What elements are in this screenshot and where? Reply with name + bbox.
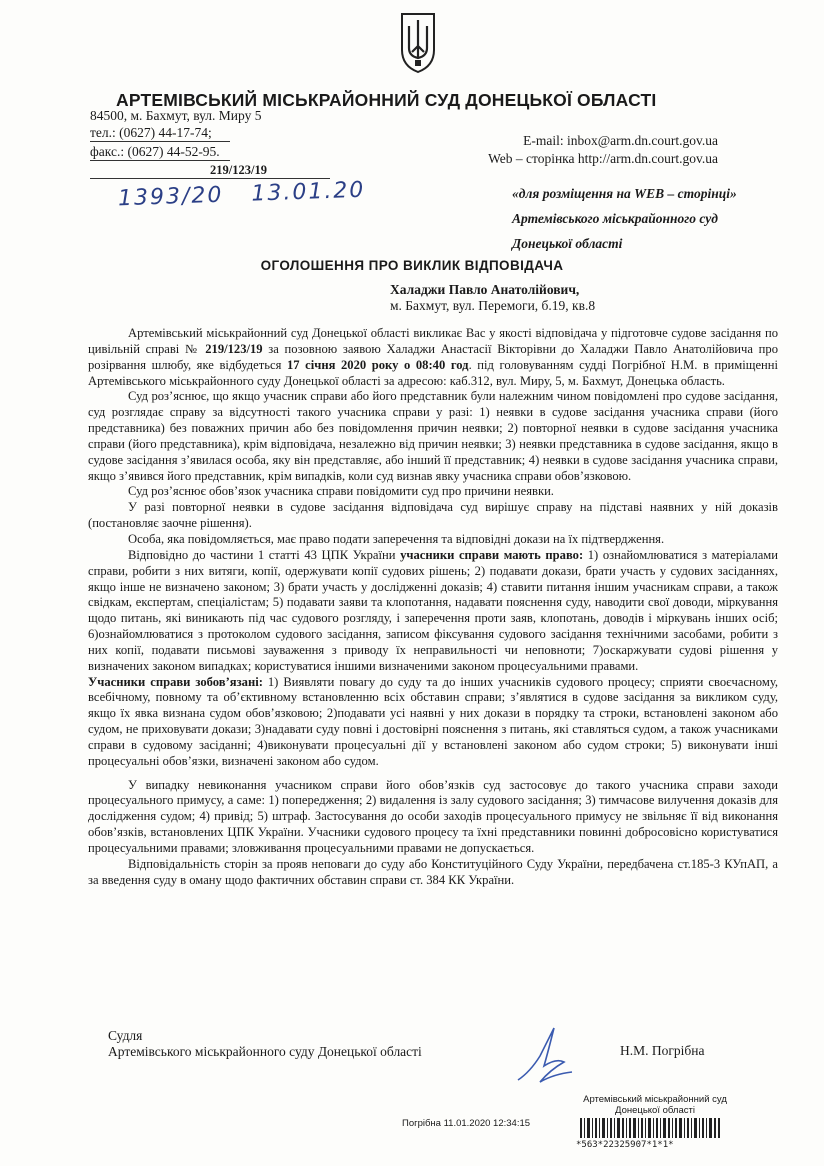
court-phone: тел.: (0627) 44-17-74; xyxy=(90,125,212,140)
court-title: АРТЕМІВСЬКИЙ МІСЬКРАЙОННИЙ СУД ДОНЕЦЬКОЇ ОБЛАСТІ xyxy=(116,90,657,110)
duties-heading: Учасники справи зобов’язані: xyxy=(88,674,263,689)
stamp-line2: Донецької області xyxy=(615,1105,695,1116)
paragraph-absence-rules: Суд роз’яснює, що якщо учасник справи або його представник були належним чином повідомлені про судове засідання, суд розглядає справу за відсутності такого учасника справи у разі: 1) неявки в судове засідання учасника справи (його представника) без поважних причин або без повідомлення причин неявки; 2) повторної неявки в судове засідання учасника справи (його представника), крім відповідача, незалежно від причин неявки; 3) неявки представника в судове засідання, якщо в судове засідання з’явилася особа, яку він представляє, або інший її представник; 4) неявки в судове засідання учасника справи, якщо з’явився його представник, крім випадків, коли суд визнав явку учасника справи обов’язковою. xyxy=(88,389,778,483)
rights-heading: учасники справи мають право: xyxy=(400,547,584,562)
court-address: 84500, м. Бахмут, вул. Миру 5 xyxy=(90,108,262,123)
paragraph-rights: Відповідно до частини 1 статті 43 ЦПК України учасники справи мають право: 1) ознайомлюватися з матеріалами справи, робити з них витяги, копії, одержувати копії судових рішень; 2) подавати докази, брати участь у судових засіданнях, якщо інше не визначено законом; 3) брати участь у дослідженні доказів; 4) ставити питання іншим учасникам справи, а також свідкам, експертам, спеціалістам; 5) подавати заяви та клопотання, надавати пояснення суду, наводити свої доводи, міркування щодо питань, які виникають під час судового розгляду, і заперечення проти заяв, клопотань, доводів і міркувань інших осіб; 6)ознайомлюватися з протоколом судового засідання, записом фіксування судового засідання технічними засобами, робити з них копії, подавати письмові зауваження з приводу їх неправильності чи неповноти; 7)оскаржувати судові рішення у визначених законом випадках; користуватися іншими визначеними законом процесуальними правами. xyxy=(88,547,779,673)
court-stamp xyxy=(580,1094,730,1116)
signer-role: Судля xyxy=(108,1028,143,1043)
court-email: E-mail: inbox@arm.dn.court.gov.ua xyxy=(523,133,718,148)
web-note-line2: Артемівського міськрайонного суд xyxy=(512,211,718,226)
case-number-text: 219/123/19 xyxy=(210,163,267,177)
hearing-datetime: 17 січня 2020 року о 08:40 год xyxy=(286,357,469,372)
judge-name: Н.М. Погрібна xyxy=(620,1043,705,1058)
court-website: Web – сторінка http://arm.dn.court.gov.ua xyxy=(488,151,718,166)
recipient-block xyxy=(390,282,770,314)
phone-underline xyxy=(90,141,230,142)
handwritten-date: 13.01.20 xyxy=(250,177,366,207)
document-heading: ОГОЛОШЕННЯ ПРО ВИКЛИК ВІДПОВІДАЧА xyxy=(260,258,564,273)
barcode-icon xyxy=(580,1118,720,1138)
court-fax: факс.: (0627) 44-52-95. xyxy=(90,144,220,159)
web-note-line1: «для розміщення на WEB – сторінці» xyxy=(512,186,737,201)
web-note-line3: Донецької області xyxy=(512,236,623,251)
paragraph-default-judgment: У разі повторної неявки в судове засідання відповідача суд вирішує справу на підставі наявних у ній доказів (постановляє заочне рішення). xyxy=(88,500,778,531)
paragraph-liability: Відповідальність сторін за прояв неповаги до суду або Конституційного Суду України, передбачена ст.185-3 КУпАП, а за введення суду в оману щодо фактичних обставин справи ст. 384 КК України. xyxy=(88,856,778,887)
case-number-bold: 219/123/19 xyxy=(205,341,263,356)
signer-court: Артемівського міськрайонного суду Донецької області xyxy=(108,1044,422,1059)
barcode-number: *563*22325907*1*1* xyxy=(576,1140,674,1150)
handwritten-signature xyxy=(510,1022,580,1092)
paragraph-notify-duty: Суд роз’яснює обов’язок учасника справи повідомити суд про причини неявки. xyxy=(128,484,554,499)
case-number-underline xyxy=(90,178,330,179)
announcement-body xyxy=(88,326,778,889)
paragraph-objections: Особа, яка повідомляється, має право подати заперечення та відповідні докази на їх підтвердження. xyxy=(128,531,665,546)
stamp-line1: Артемівський міськрайонний суд xyxy=(583,1094,727,1105)
fax-underline xyxy=(90,160,230,161)
handwritten-registration xyxy=(118,178,366,212)
paragraph-summons: Артемівський міськрайонний суд Донецької області викликає Вас у якості відповідача у підготовче судове засідання по цивільній справі № 219/123/19 за позовною заявою Халаджи Анастасії Вікторівни до Халаджи Павло Анатолійовича про розірвання шлюбу, яке відбудеться 17 січня 2020 року о 08:40 год. під головуванням судді Погрібної Н.М. в приміщенні Артемівського міськрайонного суду Донецької області за адресою: каб.312, вул. Миру, 5, м. Бахмут, Донецька область. xyxy=(88,326,779,388)
coat-of-arms-icon xyxy=(398,12,438,74)
paragraph-duties: Учасники справи зобов’язані: 1) Виявляти повагу до суду та до інших учасників судового процесу; сприяти своєчасному, всебічному, повному та об’єктивному встановленню всіх обставин справи; з’являтися в судове засідання за викликом суду, якщо їх явка визнана судом обов’язковою; 2)подавати усі наявні у них докази в порядку та строки, встановлені законом або судом, не приховувати докази; 3)надавати суду повні і достовірні пояснення з питань, які ставляться судом, а також учасниками справи в судовому засіданні; 4)виконувати процесуальні дії у встановлені законом або судом строки; 5) виконувати інші процесуальні обов’язки, визначені законом або судом. xyxy=(88,674,778,768)
recipient-name: Халаджи Павло Анатолійович, xyxy=(390,282,580,297)
paragraph-coercion: У випадку невиконання учасником справи його обов’язків суд застосовує до такого учасника справи заходи процесуального примусу, а саме: 1) попередження; 2) видалення із залу судового засідання; 3) тимчасове вилучення доказів для дослідження судом; 4) привід; 5) штраф. Застосування до особи заходів процесуального примусу не звільняє її від виконання обов’язків, встановлених ЦПК України. Учасники судового процесу та їхні представники повинні добросовісно користуватися процесуальними правами; зловживання процесуальними правами не допускається. xyxy=(88,777,778,855)
recipient-address: м. Бахмут, вул. Перемоги, б.19, кв.8 xyxy=(390,298,596,313)
handwritten-reg-number: 1393/20 xyxy=(117,182,224,212)
printed-by-footer: Погрібна 11.01.2020 12:34:15 xyxy=(402,1118,531,1129)
signature-block xyxy=(108,1028,422,1060)
